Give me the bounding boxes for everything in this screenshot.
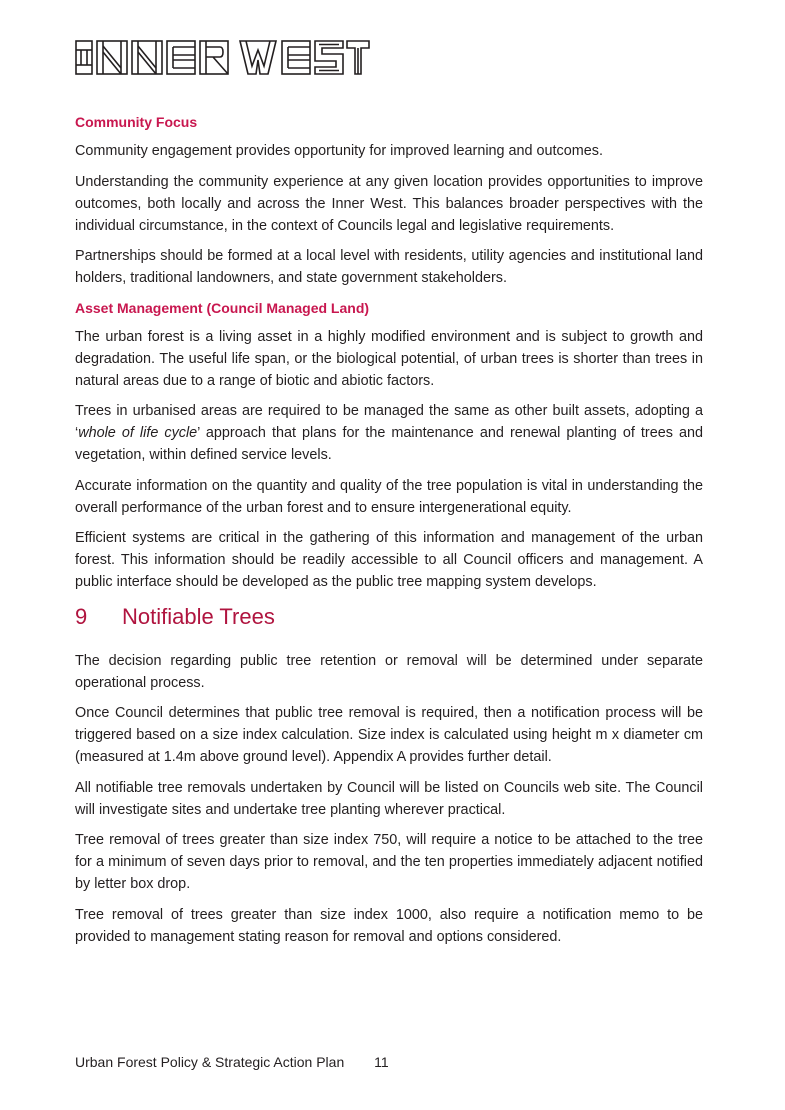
section-heading-notifiable-trees	[75, 602, 703, 632]
paragraph: Accurate information on the quantity and quality of the tree population is vital in understanding the overall performance of the urban forest and to ensure intergenerational equity.	[75, 477, 703, 516]
paragraph: The decision regarding public tree retention or removal will be determined under separate operational process.	[75, 652, 703, 691]
paragraph: Tree removal of trees greater than size index 750, will require a notice to be attached to the tree for a minimum of seven days prior to removal, and the ten properties immediately adjacent notified by letter box drop.	[75, 832, 703, 892]
footer-title: Urban Forest Policy & Strategic Action Plan	[75, 1054, 345, 1070]
section-title: Notifiable Trees	[122, 603, 275, 629]
paragraph: Once Council determines that public tree removal is required, then a notification process will be triggered based on a size index calculation. Size index is calculated using height m x diameter cm (measured at 1.4m above ground level). Appendix A provides further detail.	[75, 705, 703, 765]
paragraph: Understanding the community experience at any given location provides opportunities to improve outcomes, both locally and across the Inner West. This balances broader perspectives with the individual circumstance, in the context of Councils legal and legislative requirements.	[75, 173, 703, 234]
paragraph: The urban forest is a living asset in a highly modified environment and is subject to growth and degradation. The useful life span, or the biological potential, of urban trees is shorter than trees in natural areas due to a range of biotic and abiotic factors.	[75, 328, 703, 389]
section-number: 9	[75, 603, 88, 629]
page-body	[75, 112, 703, 956]
paragraph: All notifiable tree removals undertaken by Council will be listed on Councils web site. The Council will investigate sites and undertake tree planting wherever practical.	[75, 779, 703, 818]
heading-community-focus: Community Focus	[75, 114, 198, 130]
text-span: Trees in urbanised areas are required to be managed the same as other built assets, adopting a ‘	[75, 403, 703, 441]
paragraph-with-emphasis	[75, 400, 703, 466]
paragraph: Tree removal of trees greater than size index 1000, also require a notification memo to be provided to management stating reason for removal and options considered.	[75, 906, 703, 945]
inner-west-logo	[75, 38, 370, 76]
paragraph: Partnerships should be formed at a local level with residents, utility agencies and institutional land holders, traditional landowners, and state government stakeholders.	[75, 248, 703, 286]
text-span: ’ approach that plans for the maintenance and renewal planting of trees and vegetation, within defined service levels.	[75, 425, 703, 463]
page-number: 11	[374, 1054, 389, 1070]
heading-asset-management: Asset Management (Council Managed Land)	[75, 299, 370, 316]
emphasis-text: whole of life cycle	[78, 425, 198, 441]
paragraph: Efficient systems are critical in the gathering of this information and management of the urban forest. This information should be readily accessible to all Council officers and management. A public interface should be developed as the public tree mapping system develops.	[75, 530, 703, 590]
page-footer	[75, 1052, 389, 1072]
paragraph: Community engagement provides opportunity for improved learning and outcomes.	[75, 143, 603, 159]
